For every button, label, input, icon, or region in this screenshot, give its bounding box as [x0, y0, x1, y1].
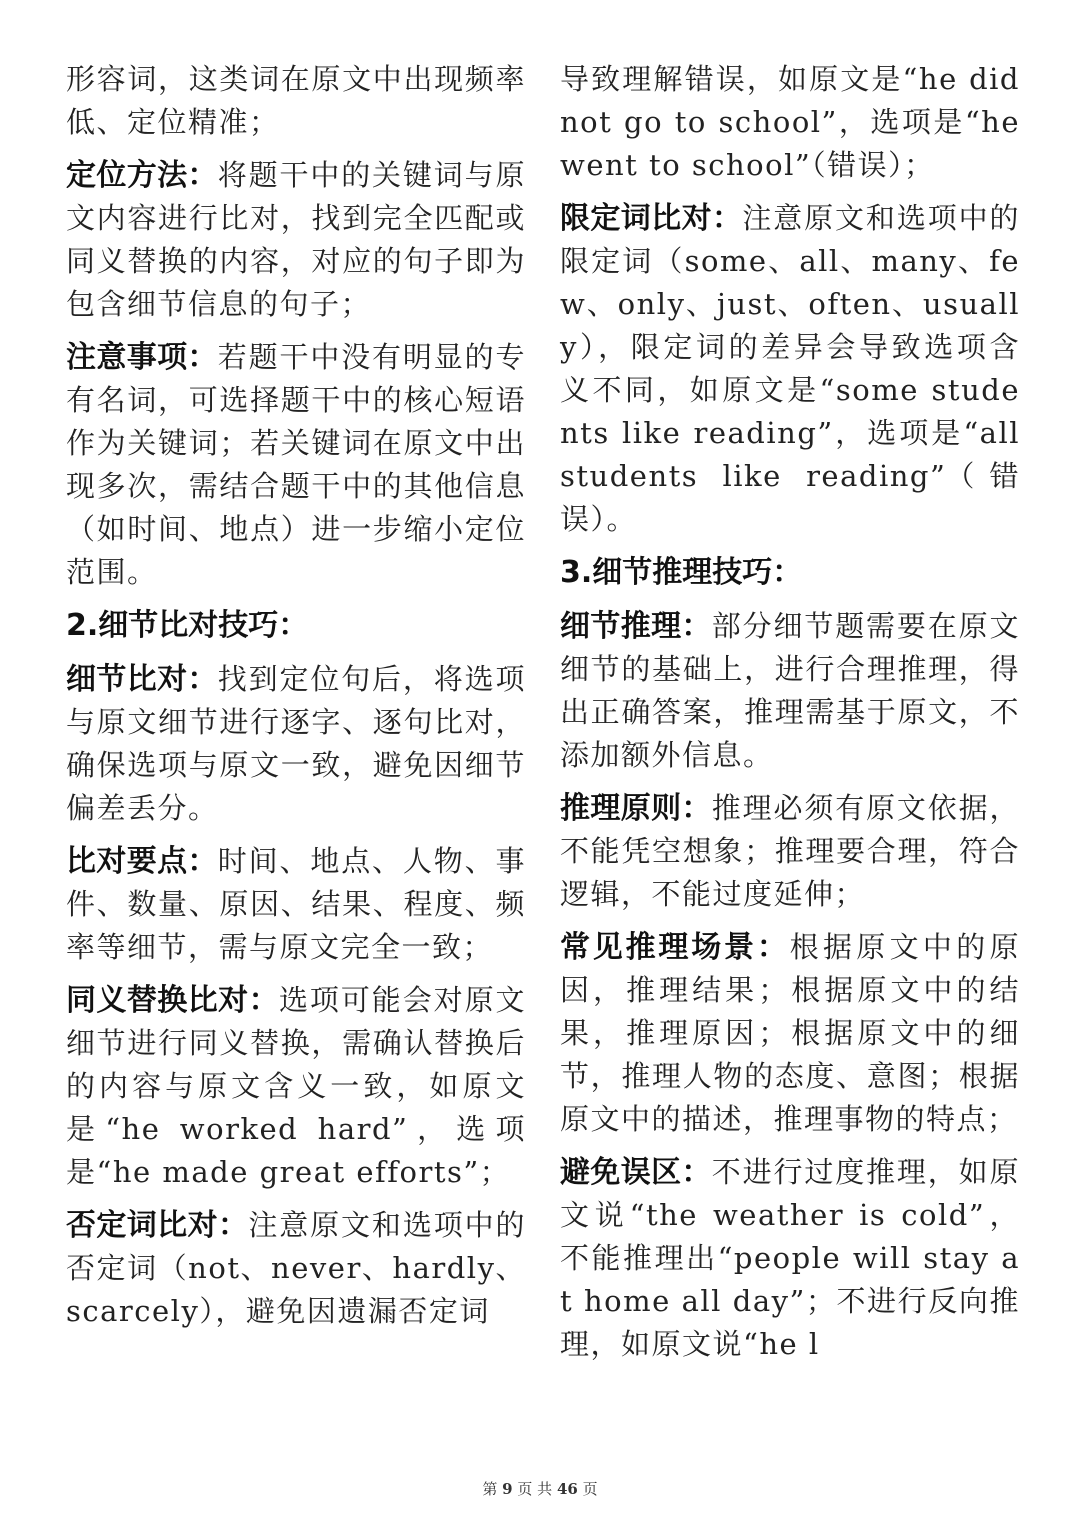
term-label: 同义替换比对： [66, 983, 279, 1018]
section-heading-2: 2.细节比对技巧： [66, 608, 309, 643]
paragraph-compare-points [66, 840, 526, 969]
paragraph-text: 选项可能会对原文细节进行同义替换，需确认替换后的内容与原文含义一致，如原文是“he worked hard”，选项是“he made great efforts”； [66, 983, 526, 1189]
left-column [66, 58, 526, 1343]
paragraph-text: 若题干中没有明显的专有名词，可选择题干中的核心短语作为关键词；若关键词在原文中出现多次，需结合题干中的其他信息（如时间、地点）进一步缩小定位范围。 [66, 340, 526, 589]
footer-mid: 页 共 [517, 1480, 553, 1498]
term-label: 否定词比对： [66, 1208, 249, 1243]
paragraph-text: 将题干中的关键词与原文内容进行比对，找到完全匹配或同义替换的内容，对应的句子即为包含细节信息的句子； [66, 158, 526, 321]
footer-prefix: 第 [482, 1480, 498, 1498]
paragraph-text: 部分细节题需要在原文细节的基础上，进行合理推理，得出正确答案，推理需基于原文，不添加额外信息。 [560, 609, 1020, 772]
footer-suffix: 页 [582, 1480, 598, 1498]
paragraph: 导致理解错误，如原文是“he did not go to school”，选项是“he went to school”（错误）； [560, 62, 1020, 182]
paragraph-synonym-compare [66, 979, 526, 1194]
page-footer [0, 1478, 1080, 1499]
paragraph-detail-inference [560, 605, 1020, 777]
term-label: 细节推理： [560, 609, 712, 644]
term-label: 常见推理场景： [560, 930, 790, 965]
paragraph-avoid-pitfalls [560, 1151, 1020, 1366]
paragraph-text: 根据原文中的原因，推理结果；根据原文中的结果，推理原因；根据原文中的细节，推理人物的态度、意图；根据原文中的描述，推理事物的特点； [560, 930, 1020, 1136]
paragraph-text: 注意原文和选项中的否定词（not、never、hardly、scarcely），避免因遗漏否定词 [66, 1208, 526, 1328]
paragraph-text: 时间、地点、人物、事件、数量、原因、结果、程度、频率等细节，需与原文完全一致； [66, 844, 526, 964]
term-label: 注意事项： [66, 340, 218, 375]
term-label: 比对要点： [66, 844, 218, 879]
paragraph-inference-principle [560, 787, 1020, 916]
term-label: 避免误区： [560, 1155, 712, 1190]
right-column [560, 58, 1020, 1376]
paragraph-notes [66, 336, 526, 594]
paragraph-qualifier-compare [560, 197, 1020, 541]
page-number: 9 [502, 1480, 513, 1498]
paragraph-detail-compare [66, 658, 526, 830]
paragraph-text: 注意原文和选项中的限定词（some、all、many、few、only、just、often、usually），限定词的差异会导致选项含义不同，如原文是“some students like reading”，选项是“all students like reading”（错误）。 [560, 201, 1020, 536]
paragraph-text: 推理必须有原文依据，不能凭空想象；推理要合理，符合逻辑，不能过度延伸； [560, 791, 1020, 911]
term-label: 限定词比对： [560, 201, 743, 236]
paragraph-inference-scenarios [560, 926, 1020, 1141]
term-label: 推理原则： [560, 791, 712, 826]
paragraph-negation-compare [66, 1204, 526, 1333]
term-label: 定位方法： [66, 158, 218, 193]
section-heading-3: 3.细节推理技巧： [560, 555, 803, 590]
paragraph: 形容词，这类词在原文中出现频率低、定位精准； [66, 62, 526, 139]
paragraph-positioning-method [66, 154, 526, 326]
term-label: 细节比对： [66, 662, 218, 697]
total-pages: 46 [556, 1480, 578, 1498]
paragraph-text: 不进行过度推理，如原文说“the weather is cold”，不能推理出“people will stay at home all day”；不进行反向推理，如原文说“he l [560, 1155, 1020, 1361]
paragraph-text: 找到定位句后，将选项与原文细节进行逐字、逐句比对，确保选项与原文一致，避免因细节偏差丢分。 [66, 662, 526, 825]
